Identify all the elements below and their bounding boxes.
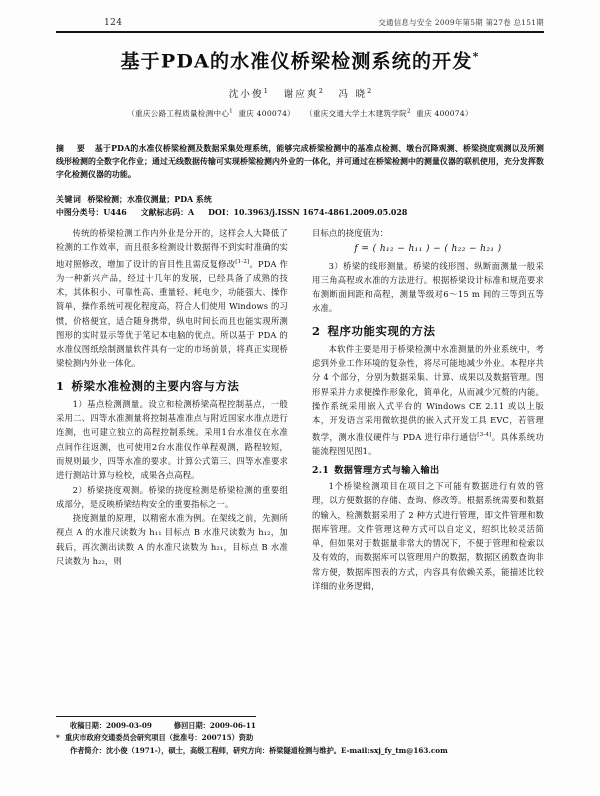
affiliation-2-marker: 2 [406,108,411,115]
footer-block [56,720,560,757]
section-2-title: 程序功能实现的方法 [327,323,436,338]
affiliation-1-name: （重庆公路工程质量检测中心 [127,109,230,119]
section-heading-2 [312,323,544,340]
abstract-block [56,142,544,182]
abstract-label: 摘 要 [56,144,90,153]
document-code: 文献标志码：A [140,208,195,217]
footer-bio-row [56,745,560,757]
subsection-heading-2-1 [312,463,544,478]
header-rule [56,31,544,33]
section-1-title: 桥梁水准检测的主要内容与方法 [71,378,240,393]
intro-text-b: 。PDA 作为一种新兴产品，经过十几年的发展，已经具备了成熟的技术，其体积小、可靠性高、重量轻、耗电少，功能强大、操作简单，操作系统可视化程度高，符合人们使用 Windows 的习惯，价格便宜，适合随身携带，纵电时间长而且也能实现所测图形的实时显示等优于笔记本电脑的优点。所以基于 PDA 的水准仪图纸绘制测量软件具有一定的市场前景，将真正实现桥梁检测内外业一体化。 [56,258,288,369]
running-head [56,16,544,30]
section-2-text-a: 本软件主要是用于桥梁检测中水准测量的外业系统中，考虑到外业工作环境的复杂性，将尽可能地减少外业。本程序共分 4 个部分，分别为数据采集、计算、成果以及数据管理。图形界采并力求便操作形象化，简单化，从而减少冗赘的内能。操作系统采用嵌入式平台的 Windows CE 2.11 或以上版本，开发语言采用微软提供的嵌入式开发工具 EVC，若管理数学，测水准仪硬件与 PDA 进行串行通信 [312,343,544,442]
citation-ref-2: [3-4] [477,431,492,438]
received-date: 收稿日期：2009-03-09 [70,721,152,730]
formula-lhs: f [354,244,359,255]
section-2-text-b: 。具体系统功能流程图见图1。 [312,431,545,456]
subsection-2-1-number: 2.1 [312,464,330,476]
title-block [56,44,544,119]
keywords-block [56,193,544,206]
page-title [56,44,544,74]
author-3-affil-marker: 2 [367,87,372,96]
section-1-number: 1 [56,378,65,393]
classification-block [56,206,544,219]
section-heading-1 [56,378,288,395]
column-left [56,226,288,568]
affiliation-line [56,108,544,119]
author-3: 冯 晓 [338,89,368,101]
footer-fund-row [56,732,560,744]
keywords-text: 桥梁检测；水准仪测量；PDA 系统 [87,195,212,204]
column-right [312,226,544,593]
abstract-text: 基于PDA的水准仪桥梁检测及数据采集处理系统，能够完成桥梁检测中的基准点检测、墩台沉降观测、桥梁挠度观测以及所测线形检测的全数字化作业；通过无线数据传输可实现桥梁检测内外业的一体化，并可通过在桥梁检测中的测量仪器的联机使用，充分发挥数字化检测仪器的功能。 [56,144,544,180]
revised-date: 修回日期：2009-06-11 [173,721,256,730]
paper-title-text: 基于PDA的水准仪桥梁检测系统的开发 [120,50,473,73]
right-para-1: 3）桥梁的线形测量。桥梁的线形图、纵断面测量一般采用三角高程或水准的方法进行。根据桥梁设计标准和规范要求布测断面间距和高程，测量等级对6～15 m 间的三等到五等水准。 [312,260,544,314]
affiliation-1-marker: 1 [229,108,233,115]
footer-dates-row [56,720,560,732]
citation-ref-1: [1-2] [235,258,250,265]
author-2: 谢应爽 [283,89,319,101]
subsection-2-1-title: 数据管理方式与输入输出 [334,464,440,476]
doi: DOI：10.3963/j.ISSN 1674-4861.2009.05.028 [208,208,408,217]
right-lead-line: 目标点的挠度值为： [312,228,389,238]
author-bio: 作者简介：沈小俊（1971-），硕士，高级工程师，研究方向：桥梁隧道检测与维护。E-mail:sxj_fy_tm@163.com [70,745,448,755]
section-1-para-3: 挠度测量的原理，以精密水准为例。在架线之前，先测所视点 A 的水准尺读数为 h₁₁ 目标点 B 水准尺读数为 h₁₂，加载后，再次测出读数 A 的水准尺读数为 h₂₁，目标点 B 水准尺读数为 h₂₂，则 [56,513,288,566]
page-folio: 124 [104,18,123,28]
author-1-affil-marker: 1 [263,87,268,96]
formula-equals: = [361,244,370,255]
section-1-para-2: 2）桥梁挠度观测。桥梁的挠度检测是桥梁检测的重要组成部分，是反映桥梁结构安全的重要指标之一。 [56,484,288,509]
author-1: 沈小俊 [228,89,264,101]
section-2-number: 2 [312,323,321,338]
affiliation-2-address: 重庆 400074） [416,109,473,119]
subsection-2-1-para-1: 1个桥梁检测项目在项目之下可能有数据进行有效的管理，以方便数据的存储、查询、修改等。根据系统需要和数据的输入，检测数据采用了 2 种方式进行管理，即文件管理和数据库管理。文件管理这种方式可以自定义，绍织比较灵活简单，但如果对于数据量非常大的情况下，不便于管理和检索以及有效的，而数据库可以管理用户的数据，数据区函数查询非常方便，数据库图表的方式，内容具有依赖关系，能描述比较详细的业务逻辑， [312,480,544,591]
body-columns [56,226,544,714]
affiliation-2-name: （重庆交通大学土木建筑学院 [305,109,407,119]
formula-rhs: ( h₁₂ − h₁₁ ) − ( h₂₂ − h₂₁ ) [372,244,502,255]
affiliation-1-address: 重庆 400074） [238,109,295,119]
author-list [56,86,544,100]
intro-paragraph-1 [56,226,288,371]
abstract-paragraph [56,142,544,182]
keywords-label: 关键词 [56,195,82,204]
fund-text: 重庆市政府交通委员会研究项目（批准号：200715）资助 [65,733,254,743]
section-1-para-1: 1）基点检测测量。设立和检测桥梁高程控制基点，一般采用二、四等水准测量将控制基准准点与附近国家水准点进行连测，也可建立独立的高程控制系统。采用1台水准仪在水准点间作往返测，也可使用2台水准仪作单程观测，路程较短，而规则最少，四等水准的要求。计算公式第三、四等水准要求进行测站计算与检校，成果各点高程。 [56,398,288,481]
intro-text-a: 传统的桥梁检测工作内外业是分开的，这样会人大降低了检测的工作效率，而且很多检测设计数据得不到实时准确的实地对照修改，增加了设计的盲目性且需反复修改 [56,228,288,269]
author-2-affil-marker: 2 [318,87,323,96]
journal-info: 交通信息与安全 2009年第5期 第27卷 总151期 [378,18,544,27]
title-footnote-marker: * [472,50,480,63]
deflection-formula [312,242,544,256]
fund-footnote-marker: * [56,733,60,743]
footer-rule [56,716,256,717]
section-2-para-1 [312,342,544,458]
clc-number: 中图分类号：U446 [56,208,127,217]
